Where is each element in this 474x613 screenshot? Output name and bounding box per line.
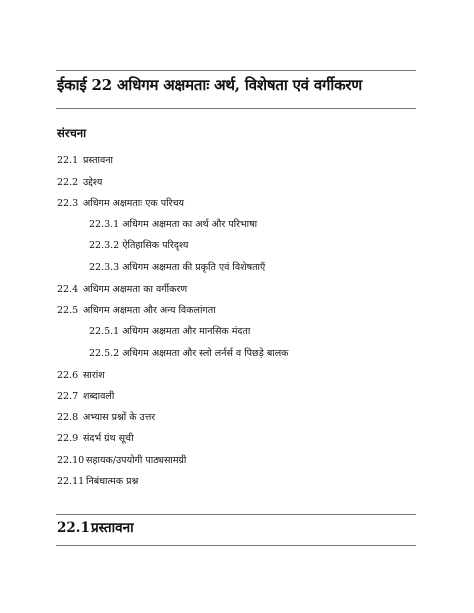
toc-text: अधिगम अक्षमता और अन्य विकलांगता <box>83 305 216 316</box>
toc-number: 22.7 <box>57 391 79 402</box>
toc-text: अभ्यास प्रश्नों के उत्तर <box>83 412 156 423</box>
unit-title: ईकाई 22 अधिगम अक्षमताः अर्थ, विशेषता एवं वर्गीकरण <box>57 76 363 94</box>
toc-number: 22.5.2 <box>89 348 120 359</box>
toc-item <box>57 433 134 445</box>
toc-text: सारांश <box>83 370 105 381</box>
toc-text: उद्देश्य <box>83 177 103 188</box>
toc-number: 22.3.2 <box>89 240 120 251</box>
toc-number: 22.5.1 <box>89 326 120 337</box>
toc-text: ऐतिहासिक परिदृश्य <box>122 240 189 251</box>
section-title: प्रस्तावना <box>91 520 134 536</box>
toc-item <box>57 177 102 189</box>
title-bottom-rule <box>56 108 416 109</box>
toc-text: अधिगम अक्षमता का वर्गीकरण <box>83 284 188 295</box>
toc-item <box>57 455 186 467</box>
toc-text: शब्दावली <box>83 391 115 402</box>
toc-number: 22.4 <box>57 284 79 295</box>
toc-number: 22.3.1 <box>89 219 120 230</box>
toc-subitem <box>89 219 257 231</box>
section-heading <box>57 518 134 536</box>
toc-text: अधिगम अक्षमता की प्रकृति एवं विशेषताएँ <box>122 262 266 273</box>
toc-text: संदर्भ ग्रंथ सूची <box>83 433 134 444</box>
toc-number: 22.6 <box>57 370 79 381</box>
toc-item <box>57 391 114 403</box>
toc-item <box>57 284 187 296</box>
toc-subitem <box>89 326 250 338</box>
toc-text: अधिगम अक्षमता और मानसिक मंदता <box>122 326 251 337</box>
section-bottom-rule <box>56 545 416 546</box>
toc-text: निबंधात्मक प्रश्न <box>86 476 139 487</box>
section-top-rule <box>56 514 416 515</box>
toc-item <box>57 198 184 210</box>
toc-item <box>57 412 155 424</box>
toc-text: प्रस्तावना <box>83 155 113 166</box>
toc-text: सहायक/उपयोगी पाठ्यसामग्री <box>86 455 187 466</box>
toc-subitem <box>89 262 265 274</box>
contents-label: संरचना <box>57 126 87 140</box>
toc-number: 22.1 <box>57 155 79 166</box>
toc-number: 22.9 <box>57 433 79 444</box>
toc-text: अधिगम अक्षमता का अर्थ और परिभाषा <box>122 219 258 230</box>
toc-number: 22.5 <box>57 305 79 316</box>
toc-number: 22.8 <box>57 412 79 423</box>
toc-text: अधिगम अक्षमताः एक परिचय <box>83 198 185 209</box>
toc-item <box>57 305 216 317</box>
toc-number: 22.3 <box>57 198 79 209</box>
toc-number: 22.11 <box>57 476 85 487</box>
toc-text: अधिगम अक्षमता और स्लो लर्नर्स व पिछड़े बालक <box>122 348 289 359</box>
title-top-rule <box>56 70 416 71</box>
toc-subitem <box>89 240 188 252</box>
toc-item <box>57 155 113 167</box>
toc-item <box>57 370 105 382</box>
section-number: 22.1 <box>57 520 90 536</box>
toc-number: 22.10 <box>57 455 85 466</box>
toc-subitem <box>89 348 288 360</box>
toc-item <box>57 476 138 488</box>
toc-number: 22.2 <box>57 177 79 188</box>
toc-number: 22.3.3 <box>89 262 120 273</box>
